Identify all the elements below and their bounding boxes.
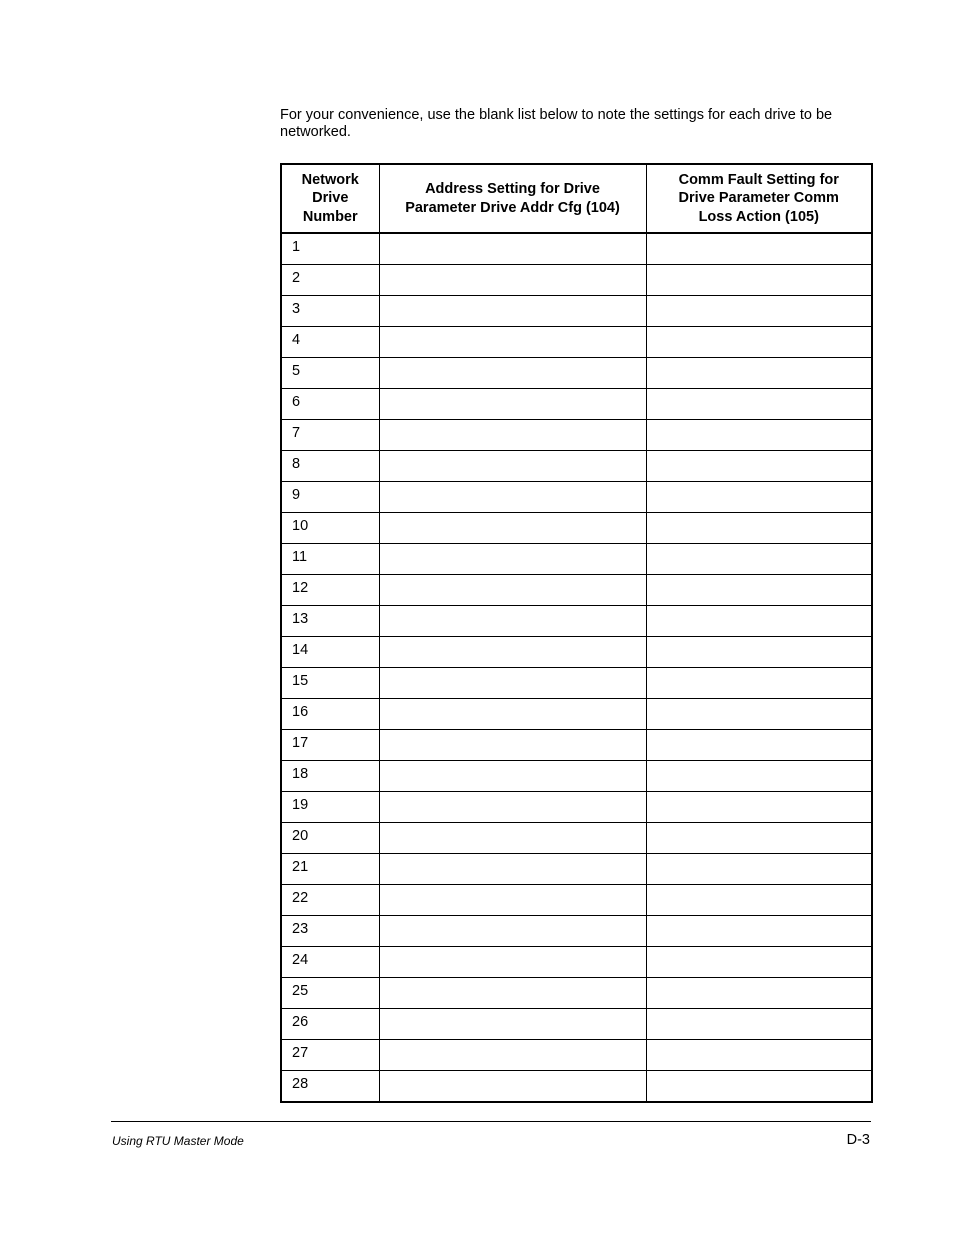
table-row	[281, 296, 872, 327]
table-row	[281, 513, 872, 544]
drive-number-cell: 2	[281, 265, 379, 296]
address-setting-cell	[379, 761, 646, 792]
address-setting-cell	[379, 296, 646, 327]
address-setting-cell	[379, 978, 646, 1009]
comm-fault-setting-cell	[646, 1071, 872, 1103]
drive-number-cell: 15	[281, 668, 379, 699]
comm-fault-setting-cell	[646, 854, 872, 885]
address-setting-cell	[379, 1071, 646, 1103]
comm-fault-setting-cell	[646, 358, 872, 389]
drive-number-cell: 27	[281, 1040, 379, 1071]
table-header-row	[281, 164, 872, 233]
table-row	[281, 575, 872, 606]
address-setting-cell	[379, 482, 646, 513]
address-setting-cell	[379, 823, 646, 854]
comm-fault-setting-cell	[646, 265, 872, 296]
table-row	[281, 606, 872, 637]
drive-number-cell: 3	[281, 296, 379, 327]
drive-number-cell: 22	[281, 885, 379, 916]
table-row	[281, 265, 872, 296]
table-row	[281, 730, 872, 761]
drive-number-cell: 28	[281, 1071, 379, 1103]
drive-number-cell: 9	[281, 482, 379, 513]
address-setting-cell	[379, 575, 646, 606]
header-address-setting: Address Setting for Drive Parameter Drive Addr Cfg (104)	[379, 164, 646, 233]
table-row	[281, 978, 872, 1009]
drive-number-cell: 25	[281, 978, 379, 1009]
address-setting-cell	[379, 947, 646, 978]
comm-fault-setting-cell	[646, 482, 872, 513]
drive-number-cell: 12	[281, 575, 379, 606]
drive-number-cell: 20	[281, 823, 379, 854]
address-setting-cell	[379, 327, 646, 358]
address-setting-cell	[379, 544, 646, 575]
comm-fault-setting-cell	[646, 885, 872, 916]
table-row	[281, 233, 872, 265]
drive-number-cell: 6	[281, 389, 379, 420]
address-setting-cell	[379, 513, 646, 544]
drive-number-cell: 11	[281, 544, 379, 575]
table-row	[281, 947, 872, 978]
header-network-drive-number: Network Drive Number	[281, 164, 379, 233]
drive-number-cell: 5	[281, 358, 379, 389]
table-row	[281, 389, 872, 420]
comm-fault-setting-cell	[646, 916, 872, 947]
table-row	[281, 420, 872, 451]
address-setting-cell	[379, 637, 646, 668]
table-row	[281, 792, 872, 823]
table-row	[281, 1071, 872, 1103]
drive-number-cell: 26	[281, 1009, 379, 1040]
table-row	[281, 544, 872, 575]
comm-fault-setting-cell	[646, 389, 872, 420]
drive-number-cell: 7	[281, 420, 379, 451]
footer-divider	[111, 1121, 871, 1122]
comm-fault-setting-cell	[646, 668, 872, 699]
address-setting-cell	[379, 1040, 646, 1071]
drive-number-cell: 14	[281, 637, 379, 668]
address-setting-cell	[379, 699, 646, 730]
comm-fault-setting-cell	[646, 233, 872, 265]
table-row	[281, 668, 872, 699]
drive-number-cell: 10	[281, 513, 379, 544]
address-setting-cell	[379, 265, 646, 296]
address-setting-cell	[379, 916, 646, 947]
comm-fault-setting-cell	[646, 451, 872, 482]
comm-fault-setting-cell	[646, 978, 872, 1009]
table-row	[281, 637, 872, 668]
drive-settings-table	[280, 163, 873, 1103]
comm-fault-setting-cell	[646, 327, 872, 358]
table-row	[281, 916, 872, 947]
table-row	[281, 451, 872, 482]
table-row	[281, 482, 872, 513]
address-setting-cell	[379, 854, 646, 885]
comm-fault-setting-cell	[646, 1040, 872, 1071]
address-setting-cell	[379, 730, 646, 761]
comm-fault-setting-cell	[646, 730, 872, 761]
address-setting-cell	[379, 358, 646, 389]
footer-title: Using RTU Master Mode	[112, 1134, 244, 1148]
comm-fault-setting-cell	[646, 544, 872, 575]
address-setting-cell	[379, 606, 646, 637]
comm-fault-setting-cell	[646, 947, 872, 978]
comm-fault-setting-cell	[646, 699, 872, 730]
address-setting-cell	[379, 885, 646, 916]
comm-fault-setting-cell	[646, 606, 872, 637]
address-setting-cell	[379, 792, 646, 823]
table-row	[281, 854, 872, 885]
drive-number-cell: 13	[281, 606, 379, 637]
drive-number-cell: 18	[281, 761, 379, 792]
table-row	[281, 327, 872, 358]
table-row	[281, 885, 872, 916]
table-row	[281, 823, 872, 854]
address-setting-cell	[379, 233, 646, 265]
comm-fault-setting-cell	[646, 420, 872, 451]
table-row	[281, 1040, 872, 1071]
page-number: D-3	[846, 1132, 870, 1148]
address-setting-cell	[379, 668, 646, 699]
drive-number-cell: 24	[281, 947, 379, 978]
drive-number-cell: 21	[281, 854, 379, 885]
comm-fault-setting-cell	[646, 823, 872, 854]
drive-number-cell: 4	[281, 327, 379, 358]
comm-fault-setting-cell	[646, 761, 872, 792]
drive-number-cell: 1	[281, 233, 379, 265]
drive-number-cell: 8	[281, 451, 379, 482]
comm-fault-setting-cell	[646, 296, 872, 327]
table-row	[281, 761, 872, 792]
address-setting-cell	[379, 451, 646, 482]
header-comm-fault-setting: Comm Fault Setting for Drive Parameter Comm Loss Action (105)	[646, 164, 872, 233]
drive-number-cell: 23	[281, 916, 379, 947]
drive-number-cell: 17	[281, 730, 379, 761]
comm-fault-setting-cell	[646, 637, 872, 668]
address-setting-cell	[379, 420, 646, 451]
comm-fault-setting-cell	[646, 575, 872, 606]
table-row	[281, 1009, 872, 1040]
address-setting-cell	[379, 1009, 646, 1040]
comm-fault-setting-cell	[646, 1009, 872, 1040]
intro-paragraph: For your convenience, use the blank list below to note the settings for each drive to be networked.	[280, 107, 833, 140]
table-row	[281, 699, 872, 730]
drive-number-cell: 16	[281, 699, 379, 730]
comm-fault-setting-cell	[646, 513, 872, 544]
address-setting-cell	[379, 389, 646, 420]
table-row	[281, 358, 872, 389]
drive-number-cell: 19	[281, 792, 379, 823]
comm-fault-setting-cell	[646, 792, 872, 823]
